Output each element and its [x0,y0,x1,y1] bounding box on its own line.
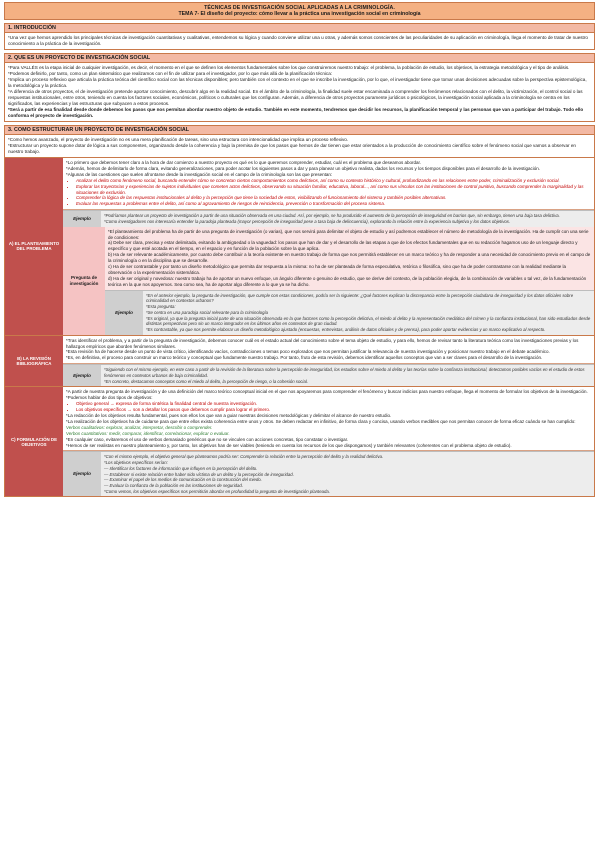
c-text-5: *En cualquier caso, evitaremos el uso de verbos demasiado genéricos que no se vinculen con acciones concretas, tipo constatar o investigar. [66,436,349,442]
list-item: • Explorar las trayectorias y experiencias de sujetos individuales que cometen actos delictivos, observando su situación familiar, educativa, laboral..., así como sus vínculos con las instituciones de control punitivo, buscando comprender la marginalidad y las situaciones de exclusión. [76,184,591,196]
list-item: • Comprender la lógica de las respuestas institucionales al delito y la percepción que tiene la sociedad de estos, visibilizando el funcionamiento del sistema y también posibles alternativas. [76,195,591,201]
example-box-c [63,451,594,496]
s2-paragraph-3: *Implica un proceso reflexivo que articula la práctica teórica del científico social con las técnicas disponibles; pero también con el contexto en el que se inscribe la investigación, por lo que, el investigador tiene que tomar unas decisiones adecuadas sobre la perspectiva epistemológica, la metodológica y la práctica. [8,77,587,88]
s2-paragraph-1: *Para VALLÉS es la etapa inicial de cualquier investigación, es decir, el momento en el que se definen los elementos fundamentales sobre los que construiremos nuestro trabajo: el problema, la población de estudio, los objetivos, la estrategia metodológica y el tipo de análisis. [8,65,570,70]
example-label: Ejemplo [105,291,143,335]
title-banner [4,2,595,20]
rq-condition-a: a) Debe ser clara, precisa y estar delimitada, evitando la ambigüedad o la vaguedad: los pasos que han de dar y el desarrollo de las etapas a que de los efectos fundamentales que en su redacción hagamos uso de un lenguaje directo y específico y que esté acotada en el tiempo, en el espacio y en función de la población sobre la que aplica. [108,240,578,252]
rq-condition-c: c) Ha de ser contrastable y por tanto un diseño metodológico que permita dar respuesta a la misma: no ha de ser planteada de forma especulativa, retórica o filosófica, sino que ha de poder contrastarse con la realidad mediante la observación o la experimentación sistemática. [108,264,567,275]
b-text-2: *Esta revisión ha de hacerse desde un punto de vista crítico, identificando vacíos, contradicciones o temas poco explorados que nos permitan justificar la relevancia de nuestra investigación y posicionar nuestro trabajo en el debate académico. [66,349,550,355]
section-3-heading: 3. COMO ESTRUCTURAR UN PROYECTO DE INVESTIGACIÓN SOCIAL [4,125,595,135]
c-text-1: *A partir de nuestra pregunta de investigación y de una definición del marco teórico conceptual inicial en el que nos apoyaremos para comprender el fenómeno y buscar indicios para nuestro enfoque, llega el momento de formular los objetivos de la investigación. [66,389,588,395]
verbs-quantitative: Verbos cuantitativos: medir, comparar, identificar, correlacionar, explicar o evaluar. [66,430,230,436]
s3-paragraph-2: *Estructurar un proyecto supone dotar de lógica a sus componentes, organizando desde la coherencia y bajo la premisa de que los pasos que hemos de dar tienen que estar orientados a la producción de conocimiento científico sobre el fenómeno social que vamos a observar en nuestro trabajo. [8,143,576,154]
example-box-a1 [63,210,594,226]
rq-condition-b: b) Ha de ser relevante académicamente, por cuanto debe contribuir a la teoría existente en nuestro trabajo de forma que nos permitirá establecer en un marco teórico y ha de responder a una necesidad de conocimiento previo en el campo de la criminología o en la disciplina que se desarrolle. [108,252,591,264]
verbs-qualitative: Verbos cualitativos: explorar, analizar, interpretar, describir o comprender. [66,424,213,430]
section-2-heading: 2. QUE ES UN PROYECTO DE INVESTIGACIÓN SOCIAL [4,53,595,63]
example-text: *Con el mismo ejemplo, el objetivo general que planteamos podría ser: Comprender la relación entre la percepción del delito y la realidad delictiva. *Los objetivos específicos serían: — Identificar los factores de información que influyen en la percepción del delito. — Establecer si existe relación entre haber sido víctima de un delito y la percepción de inseguridad. — Examinar el papel de los medios de comunicación en la construcción del miedo. — Evaluar la confianza de la población en las instituciones de seguridad. *Como vemos, los objetivos específicos nos permitirán abordar en profundidad la pregunta de investigación planteada. [104,454,384,494]
section-b-label: B) LA REVISIÓN BIBLIOGRÁFICA [5,336,63,387]
example-text: *Siguiendo con el mismo ejemplo, en este caso a partir de la revisión de la literatura sobre la percepción de inseguridad, los estudios sobre el miedo al delito y las teorías sobre la confianza institucional, detectamos posibles vacíos en el estudio de estos fenómenos en contextos urbanos de baja criminalidad. *En concreto, destacamos conceptos como el miedo al delito, la percepción de riesgo, o la cohesión social. [104,367,585,384]
section-1-body [4,33,595,50]
course-title: TÉCNICAS DE INVESTIGACIÓN SOCIAL APLICADAS A LA CRIMINOLOGÍA. [204,5,395,11]
section-a-content [63,158,594,335]
section-1-heading: 1. INTRODUCCIÓN [4,23,595,33]
list-item: • Los objetivos específicos → son a detallar los pasos que debemos cumplir para lograr el primero. [76,407,591,413]
s2-paragraph-4: *A diferencia de otros proyectos, el de investigación pretende aportar conocimiento, descubrir algo en la realidad social. En el ámbito de la criminología, la finalidad suele estar encaminada a comprender los fenómenos relacionados con el delito, la victimización, el control social o las respuestas institucionales, entre otros, teniendo en cuenta los factores sociales, económicos, políticos o culturales que los configuran. Además, a diferencia de otros proyectos puramente jurídicos o psicológicos, la investigación social aplicada a la criminología se centra en los significados, las experiencias y las estructuras que subyacen a estos procesos. [8,89,583,106]
s3-paragraph-1: *Como hemos avanzado, el proyecto de investigación no es una mera planificación de tareas, sino una estructura con intencionalidad que implica un proceso reflexivo. [8,137,349,142]
section-a [4,158,595,336]
section-3-body [4,135,595,158]
c-text-2: *Podemos hablar de dos tipos de objetivos: [66,395,153,401]
topic-title: TEMA 7- El diseño del proyecto: cómo llevar a la práctica una investigación social en criminología [178,11,421,17]
a-text-3: *Algunas de las cuestiones que suelen afrontarse desde la investigación social en el campo de la criminología son las que presentan: [66,171,333,177]
objective-types-list [66,401,591,413]
research-question-block [63,227,594,335]
research-question-content [105,227,594,335]
b-text-1: *Tras identificar el problema, y a partir de la pregunta de investigación, debemos conocer cuál es el estado actual del conocimiento sobre el tema objeto de estudio, y para ello, hemos de revisar tanto la literatura teórica como las investigaciones previas y los hallazgos empíricos que aborden fenómenos similares. [66,337,579,349]
list-item: • Objetivo general → expresa de forma sintética la finalidad central de nuestra investigación. [76,401,591,407]
a-text-2: *Además, hemos de delimitarlo de forma clara, evitando generalizaciones, para poder acotar los siguientes pasos a dar y para planear un objetivo realista, dados los recursos y los tiempos disponibles para el desarrollo de la investigación. [66,165,541,171]
section-c-label: C) FORMULACIÓN DE OBJETIVOS [5,387,63,496]
b-text-3: *Es, en definitiva, el proceso para construir un marco teórico y conceptual que fundamente nuestro trabajo. Por tanto, fruto de esta revisión, debemos identificar aquellos conceptos que van a ser claves para el desarrollo de la investigación. [66,355,543,361]
list-item: • Evaluar las respuestas a problemas entre el delito, así como al agravamiento de riesgos de reincidencia, prevención o transformación del proceso sistema. [76,201,591,207]
example-label: Ejemplo [63,365,101,386]
intro-paragraph: *Una vez que hemos aprendido los principales técnicas de investigación cuantitativas y cualitativas, entendemos su lógica y cuando conviene utilizar una u otras, y además somos conscientes de las peculiaridades de su aplicación en criminología, llega el momento de tratar de nuestro conocimiento a la práctica de la investigación. [8,35,588,46]
section-b [4,336,595,388]
document-page [4,2,595,497]
c-text-3: *La redacción de los objetivos resulta fundamental, pues son ellos los que van a guiar nuestras decisiones metodológicas y delimitar el alcance de nuestro estudio. [66,413,392,418]
a-topic-list [66,178,591,208]
section-a-label: A) EL PLANTEAMIENTO DEL PROBLEMA [5,158,63,335]
s2-paragraph-2: *Podemos definirlo, por tanto, como un plan sistemático que realizamos con el fin de utilizar para el investigador, por lo que más allá de la planificación técnica: [8,71,333,76]
example-label: Ejemplo [63,452,101,496]
section-b-content [63,336,594,387]
example-text: *Podríamos plantear un proyecto de investigación a partir de una situación observada en una ciudad. Así, por ejemplo, se ha producido el aumento de la percepción de inseguridad en barrios que, sin embargo, tienen una baja tasa delictiva. *Como investigadores nos interesaría entender la paradoja planteada (mayor percepción de inseguridad pese a tasa baja de delincuencia), explorando la relación entre la experiencia subjetiva y los datos objetivos. [104,213,560,224]
rq-intro: *El planteamiento del problema ha de partir de una pregunta de investigación (o varias), que nos servirá para delimitar el objeto de estudio y así podremos establecer el número de metodología de la investigación. Ha de cumplir con una serie de condiciones: [108,228,589,240]
section-c-content [63,387,594,496]
s2-paragraph-5: *Será a partir de esa finalidad desde donde debemos los pasos que nos permitan abordar nuestro objeto de estudio. También en este momento, tendremos que decidir los recursos, la planificación temporal y las personas que van a participar del trabajo. Todo ello conforma el proyecto de investigación. [8,107,584,118]
example-text: *En el anterior ejemplo, la pregunta de investigación, que cumple con estas condiciones, podría ser la siguiente: ¿Qué factores explican la discrepancia entre la percepción ciudadana de inseguridad y los datos oficiales sobre criminalidad en contextos urbanos? *Esta pregunta: *Se centra en una paradoja social relevante para la criminología *Es original, ya que la pregunta inicial parte de una situación observada en la que factores como la percepción delictiva, el miedo al delito y la representación mediática del crimen y la confianza institucional, han sido estudiados desde distintas perspectivas pero sin un marco integrador en los últimos años en contextos de gran ciudad. *Es contrastable, ya que nos permite elaborar un diseño metodológico ajustado (encuestas, entrevistas, análisis de datos oficiales y de prensa), para poder aportar evidencias y un marco explicativo al respecto. [146,292,591,332]
section-c [4,387,595,497]
example-box-a2 [105,290,594,335]
research-question-label: Pregunta de investigación [63,227,105,335]
list-item: • Analizar el delito como fenómeno social, buscando entender cómo se concretan ciertos comportamientos como delictivos, así como su contexto histórico y cultural, profundizando en las relaciones entre poder, criminalización y exclusión social. [76,178,591,184]
example-box-b [63,364,594,386]
c-text-6: *Hemos de ser realistas en nuestro planteamiento y, por tanto, los objetivos han de ser viables (teniendo en cuenta los recursos de los que dispongamos) y también relevantes (coherentes con el problema objeto de estudio). [66,442,512,448]
section-2-body [4,63,595,122]
c-text-4: *La realización de los objetivos ha de cuidarse para que entre ellos exista coherencia entre unos y otros. Se deben redactar en infinitivo, de forma clara y concisa, usando verbos medibles que nos permitan conocer de forma eficaz cuándo se han cumplido: [66,418,576,424]
a-text-1: *Lo primero que debemos tener claro a la hora de dar comienzo a nuestro proyecto es qué es lo que queremos comprender, estudiar, cuál es el problema que deseamos abordar. [66,160,421,165]
example-label: Ejemplo [63,211,101,226]
a-intro-block [63,158,594,210]
rq-condition-d: d) Ha de ser original y novedosa: nuestro trabajo ha de aportar un nuevo enfoque, un ángulo diferente o genuino de estudio, que se derive del contexto, de la población elegida, de la combinación de variables o tal vez, de la fundamentación teórica en la que nos apoyemos. Sea como sea, ha de aportar algo diferente a lo que ya se ha dicho. [108,275,587,287]
